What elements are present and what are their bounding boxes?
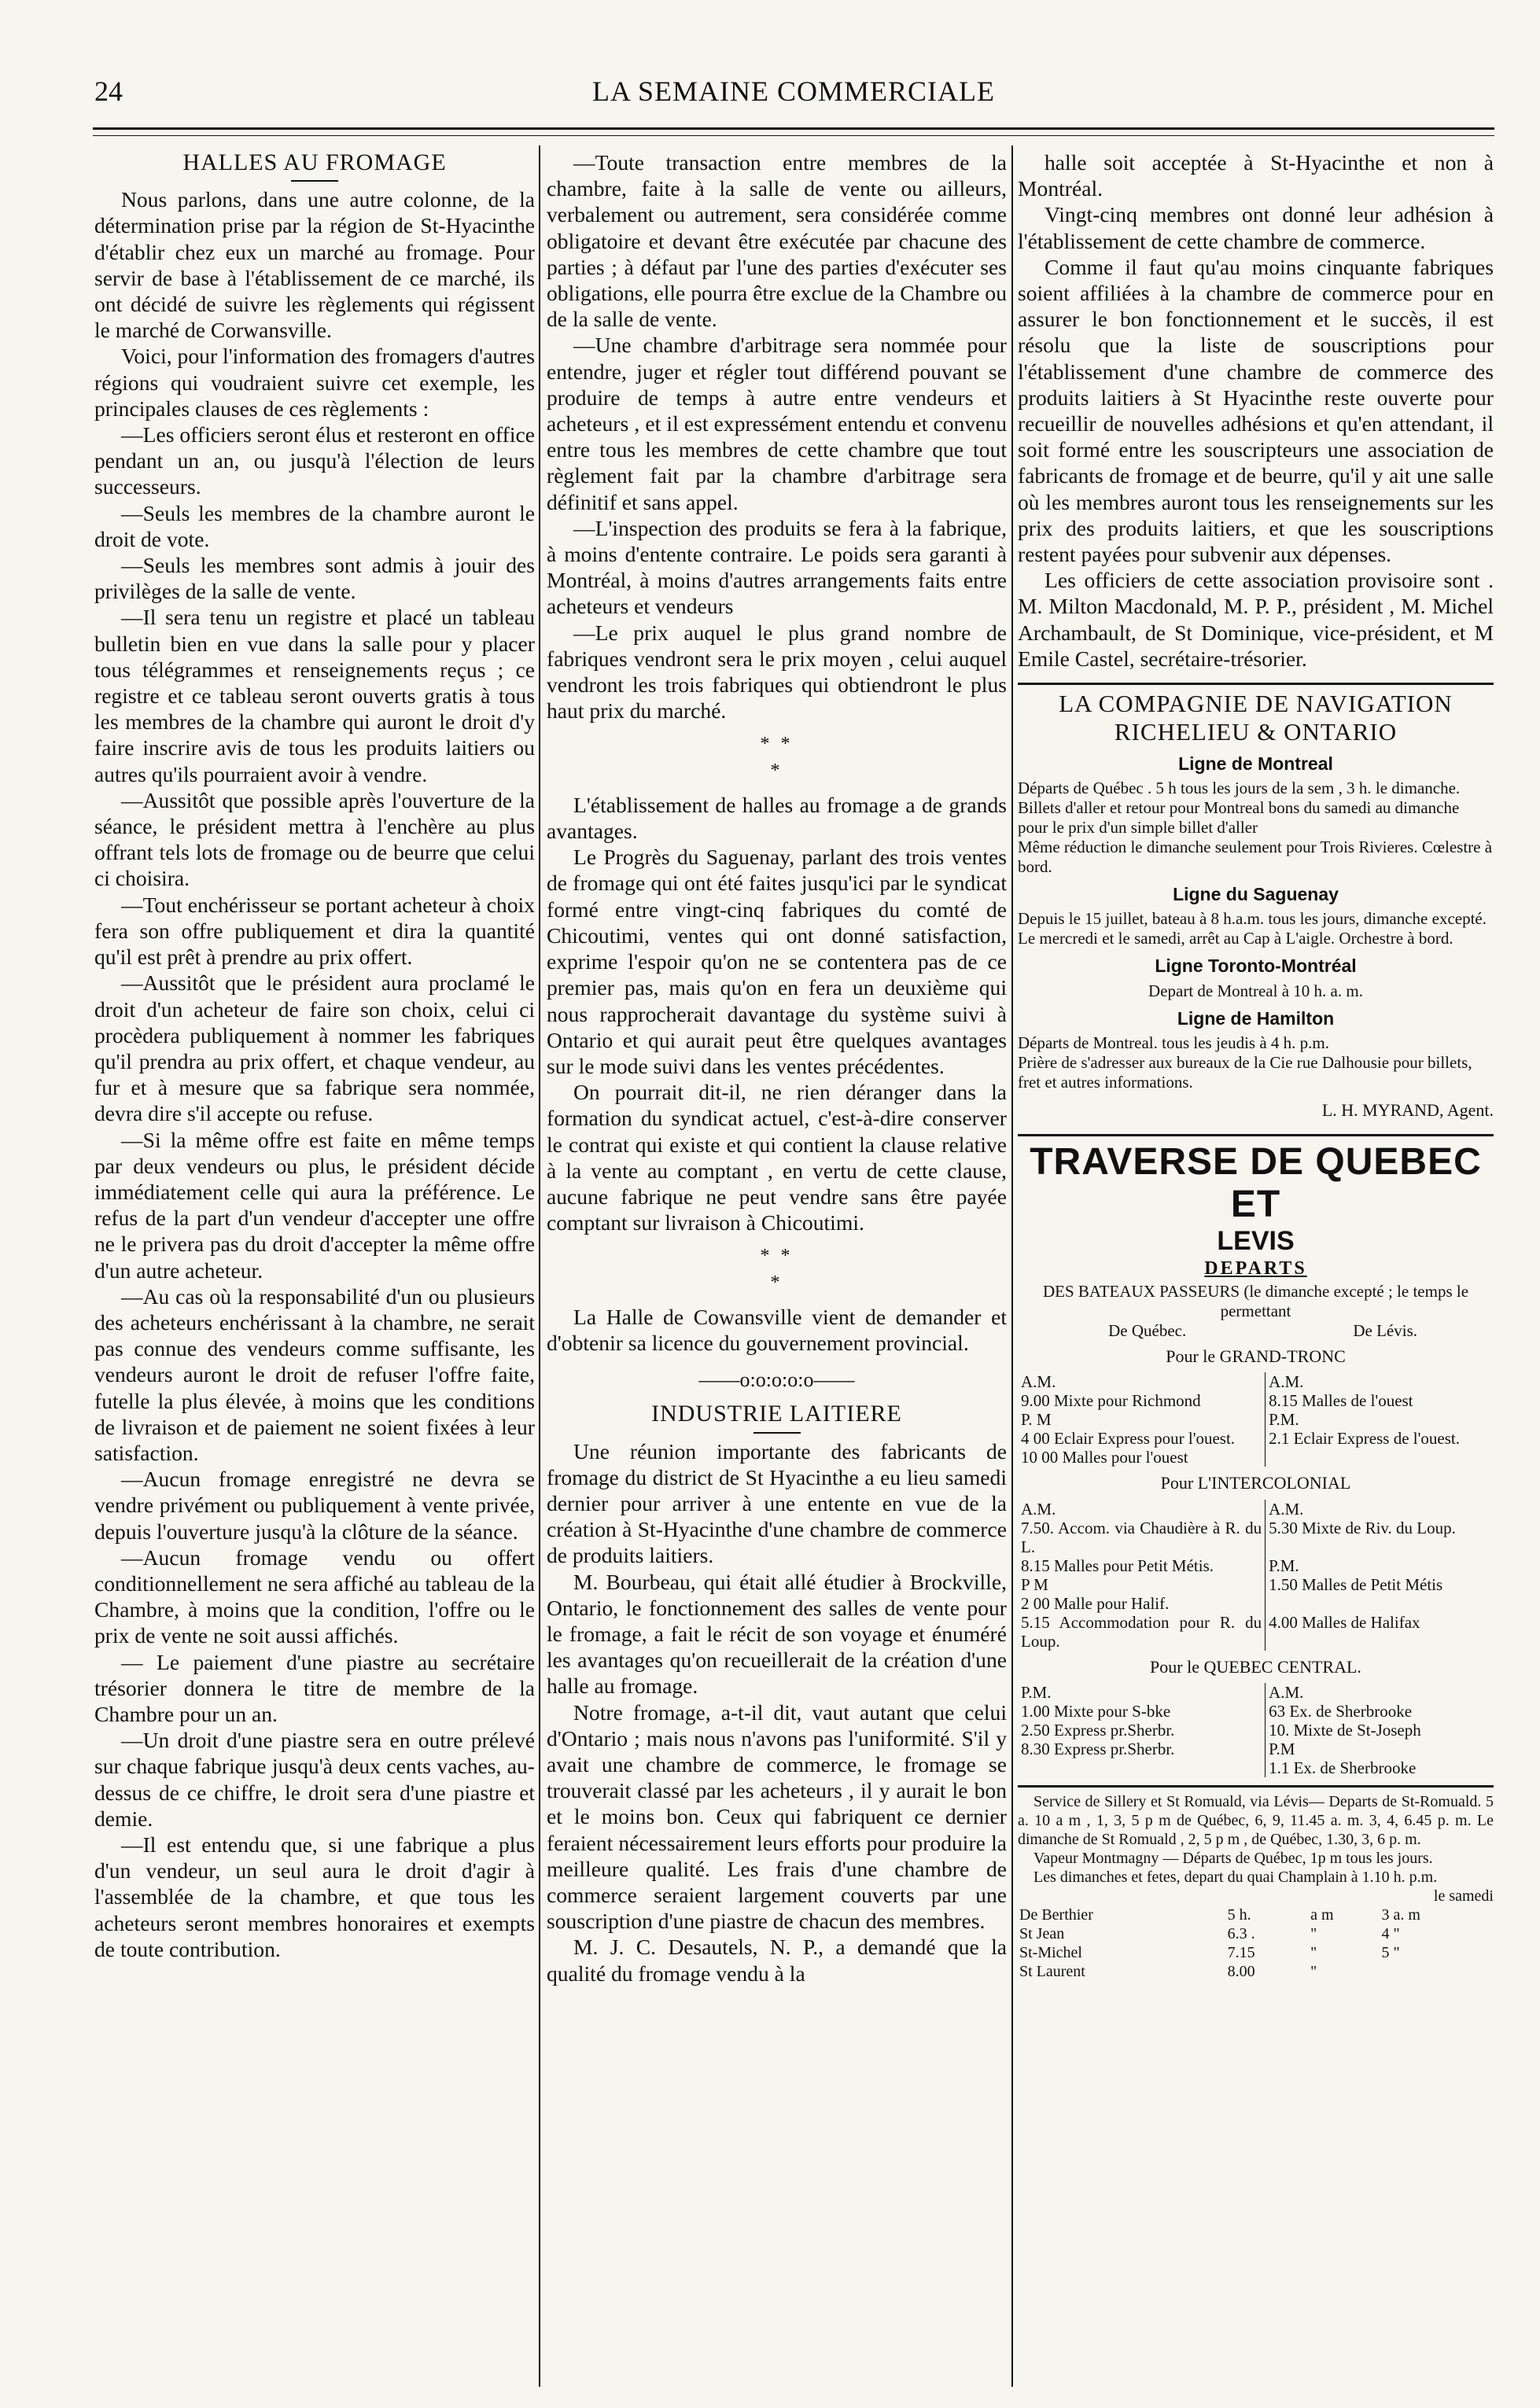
traverse-subtitle: LEVIS bbox=[1217, 1226, 1295, 1257]
paragraph: —Il est entendu que, si une fabrique a plus d'un vendeur, un seul aura le droit d'agir à l'assemblée de la chambre, et que tous les acheteurs seront membres honoraires et exempts de toute contribution. bbox=[94, 1832, 535, 1961]
samedi-label: le samedi bbox=[1433, 1887, 1494, 1905]
paragraph: Comme il faut qu'au moins cinquante fabriques soient affiliées à la chambre de commerce pour en assurer le bon fonctionnement et le succès, il est résolu que la liste de souscriptions pour l'établissement d'une chambre de commerce des produits laitiers à St Hyacinthe reste ouverte pour recueillir de nouvelles adhésions et qu'en attendant, il soit formé entre les souscripteurs une association de fabricants de fromage et de beurre, qu'il y ait une salle où les membres auront tous les renseignements sur les prix des produits laitiers, et que les souscriptions restent payées pour subvenir aux dépenses. bbox=[1018, 254, 1494, 567]
heading-rule bbox=[291, 180, 338, 182]
ornament-rule: ——o:o:o:o:o—— bbox=[698, 1368, 855, 1392]
header-rule-thin bbox=[93, 135, 1494, 136]
boat-cell: St Laurent bbox=[1019, 1962, 1085, 1980]
paragraph: On pourrait dit-il, ne rien déranger dans la formation du syndicat actuel, c'est-à-dire conserver le contrat qui existe et qui contient la clause relative à la vente au comptant , en vertu de cette clause, aucune fabrique ne peut vendre sans être payée comptant sur livraison à Chicoutimi. bbox=[547, 1080, 1007, 1235]
schedule-text: Depart de Montreal à 10 h. a. m. bbox=[1148, 981, 1363, 1000]
line-heading: Ligne du Saguenay bbox=[1173, 884, 1339, 905]
schedule-cell: 8.15 Malles pour Petit Métis. bbox=[1018, 1556, 1266, 1575]
boat-cell: 5 " bbox=[1381, 1943, 1400, 1961]
schedule-cell bbox=[1266, 1448, 1494, 1467]
schedule-cell: 1.00 Mixte pour S-bke bbox=[1018, 1702, 1266, 1721]
paragraph: —Toute transaction entre membres de la chambre, faite à la salle de vente ou ailleurs, verbalement ou autrement, sera considérée comme obligatoire et devant être exécutée par chacune des parties ; à défaut par l'une des parties d'exécuter ses obligations, elle pourra être exclue de la Chambre ou de la salle de vente. bbox=[547, 150, 1007, 332]
paragraph: —Aussitôt que le président aura proclamé le droit d'un acheteur de faire son choix, celui ci procèdera publiquement à nommer les fabriques qu'il prendra au prix offert, et chaque vendeur, au fur et à mesure que sa fabrique sera nommée, devra dire s'il accepte ou refuse. bbox=[94, 970, 535, 1126]
navigation-advertisement bbox=[1018, 683, 1494, 1123]
schedule-cell: 8.15 Malles de l'ouest bbox=[1269, 1391, 1413, 1411]
boat-cell: 3 a. m bbox=[1381, 1905, 1420, 1924]
schedule-text: Même réduction le dimanche seulement pour Trois Rivieres. Cœlestre à bord. bbox=[1018, 838, 1493, 877]
schedule-cell: 2 00 Malle pour Halif. bbox=[1018, 1594, 1266, 1613]
schedule-cell: 63 Ex. de Sherbrooke bbox=[1269, 1701, 1413, 1721]
schedule-cell: A.M. bbox=[1018, 1500, 1266, 1519]
schedule-cell: 10 00 Malles pour l'ouest bbox=[1018, 1448, 1266, 1467]
boat-cell: 6.3 . bbox=[1227, 1924, 1255, 1942]
schedule-text: Billets d'aller et retour pour Montreal bons du samedi au dimanche pour le prix d'un simple billet d'aller bbox=[1018, 798, 1460, 838]
boat-cell: St Jean bbox=[1019, 1924, 1065, 1942]
paragraph: —Si la même offre est faite en même temps par deux vendeurs ou plus, le président décide immédiatement celle qui aura la préférence. Le refus de la part d'un vendeur d'accepter une offre ne le privera pas du droit d'accepter la même offre d'un autre acheteur. bbox=[94, 1127, 535, 1283]
paragraph: —Aucun fromage vendu ou offert conditionnellement ne sera affiché au tableau de la Chambre, à moins que la condition, l'offre ou le prix de vente ne soit aussi affichés. bbox=[94, 1545, 535, 1648]
schedule-cell bbox=[1018, 1758, 1266, 1777]
schedule-cell: A.M. bbox=[1018, 1372, 1266, 1391]
page-header bbox=[94, 75, 1493, 114]
schedule-cell: 4.00 Malles de Halifax bbox=[1269, 1612, 1420, 1632]
column-3 bbox=[1018, 149, 1494, 2383]
schedule-text: Prière de s'adresser aux bureaux de la Cie rue Dalhousie pour billets, fret et autres informations. bbox=[1018, 1052, 1472, 1092]
from-levis-label: De Lévis. bbox=[1353, 1321, 1417, 1341]
schedule-cell: P.M bbox=[1269, 1739, 1295, 1758]
schedule-cell bbox=[1266, 1594, 1494, 1613]
boat-cell: 5 h. bbox=[1227, 1905, 1251, 1924]
boat-cell: St-Michel bbox=[1019, 1943, 1082, 1961]
header-rule bbox=[93, 127, 1494, 130]
agent-signature: L. H. MYRAND, Agent. bbox=[1321, 1099, 1494, 1120]
paragraph: Voici, pour l'information des fromagers d'autres régions qui voudraient suivre cet exemple, les principales clauses de ces règlements : bbox=[94, 344, 535, 421]
paragraph: —Le prix auquel le plus grand nombre de fabriques vendront sera le prix moyen , celui auquel vendront les trois fabriques qui obtiendront le plus haut prix du marché. bbox=[547, 620, 1007, 724]
section-heading: Pour L'INTERCOLONIAL bbox=[1160, 1473, 1351, 1493]
schedule-table-header bbox=[1018, 1321, 1494, 1340]
column-1 bbox=[94, 149, 535, 2383]
schedule-cell: P M bbox=[1018, 1575, 1266, 1594]
paragraph: —Seuls les membres sont admis à jouir des privilèges de la salle de vente. bbox=[94, 553, 535, 604]
paragraph: —Tout enchérisseur se portant acheteur à choix fera son offre publiquement et dira la quantité qu'il est prêt à prendre au prix offert. bbox=[94, 892, 535, 970]
line-heading: Ligne de Hamilton bbox=[1177, 1007, 1335, 1029]
page-number: 24 bbox=[94, 75, 123, 107]
schedule-cell: 1.50 Malles de Petit Métis bbox=[1269, 1574, 1443, 1594]
paragraph: —Les officiers seront élus et resteront en office pendant un an, ou jusqu'à l'élection de leurs successeurs. bbox=[94, 422, 535, 499]
paragraph: —Une chambre d'arbitrage sera nommée pour entendre, juger et régler tout différend pouvant se produire de temps à autre entre vendeurs et acheteurs , et il est expressément entendu et convenu entre tous les membres de cette chambre que tout règlement fait par la chambre d'arbitrage sera définitif et sans appel. bbox=[547, 333, 1007, 514]
schedule-cell: 4 00 Eclair Express pour l'ouest. bbox=[1018, 1429, 1266, 1448]
boat-cell: 8.00 bbox=[1227, 1962, 1255, 1980]
schedule-cell: P.M. bbox=[1269, 1556, 1299, 1575]
paragraph: —Au cas où la responsabilité d'un ou plusieurs des acheteurs enchérissant à la chambre, ne serait pas connue des vendeurs comme suffisante, les vendeurs auront le droit de refuser l'offre faite, futelle la plus élevée, à moins que les conditions de livraison et de paiement ne soient fixées à leur satisfaction. bbox=[94, 1283, 535, 1465]
service-text: Service de Sillery et St Romuald, via Lévis— Departs de St-Romuald. 5 a. 10 a m , 1, 3, 5 p m de Québec, 6, 9, 11.45 a. m. 3, 4, 6.45 p. m. Le dimanche de St Romuald , 2, 5 p m , de Québec, 1.30, 3, 6 p. m. bbox=[1018, 1792, 1494, 1848]
schedule-cell: P. M bbox=[1018, 1410, 1266, 1429]
schedule-cell: 7.50. Accom. via Chaudière à R. du L. bbox=[1018, 1519, 1266, 1556]
boat-cell: " bbox=[1310, 1962, 1317, 1980]
boat-cell: " bbox=[1310, 1943, 1317, 1961]
from-quebec-label: De Québec. bbox=[1108, 1321, 1187, 1341]
schedule-cell: P.M. bbox=[1018, 1683, 1266, 1702]
column-divider bbox=[539, 145, 540, 2387]
paragraph: —Il sera tenu un registre et placé un tableau bulletin bien en vue dans la salle pour y placer tous télégrammes et renseignements reçus ; ce registre et ce tableau seront ouverts gratis à tous les membres de la chambre qui auront le droit d'y faire inscrire avis de tous les produits laitiers ou autres qu'ils pourraient avoir à vendre. bbox=[94, 605, 535, 786]
paragraph: La Halle de Cowansville vient de demander et d'obtenir sa licence du gouvernement provincial. bbox=[547, 1304, 1007, 1355]
boat-cell: a m bbox=[1310, 1905, 1334, 1924]
schedule-cell: A.M. bbox=[1269, 1372, 1304, 1392]
schedule-cell: 8.30 Express pr.Sherbr. bbox=[1018, 1740, 1266, 1758]
paragraph: —Seuls les membres de la chambre auront le droit de vote. bbox=[94, 500, 535, 551]
schedule-cell: P.M. bbox=[1269, 1410, 1299, 1430]
schedule-table bbox=[1018, 1500, 1494, 1651]
traverse-intro: DES BATEAUX PASSEURS (le dimanche excepté ; le temps le permettant bbox=[1042, 1282, 1469, 1321]
article-heading: INDUSTRIE LAITIERE bbox=[651, 1401, 902, 1427]
paragraph: —Un droit d'une piastre sera en outre prélevé sur chaque fabrique jusqu'à deux cents vaches, au-dessus de ce chiffre, le droit sera d'une piastre et demie. bbox=[94, 1728, 535, 1831]
heading-rule bbox=[753, 1432, 801, 1434]
schedule-table bbox=[1018, 1683, 1494, 1777]
traverse-advertisement bbox=[1018, 1134, 1494, 1777]
schedule-cell: 10. Mixte de St-Joseph bbox=[1269, 1720, 1421, 1740]
line-heading: Ligne Toronto-Montréal bbox=[1155, 955, 1357, 977]
boat-cell: " bbox=[1310, 1924, 1317, 1942]
schedule-cell: 2.1 Eclair Express de l'ouest. bbox=[1269, 1429, 1460, 1449]
service-text: Vapeur Montmagny — Départs de Québec, 1p m tous les jours. bbox=[1033, 1849, 1433, 1867]
paragraph: M. Bourbeau, qui était allé étudier à Brockville, Ontario, le fonctionnement des salles de vente pour le fromage, a fait le récit de son voyage et énuméré les avantages qu'on recueillerait de la création d'une halle au fromage. bbox=[547, 1569, 1007, 1699]
service-text: Les dimanches et fetes, depart du quai Champlain à 1.10 h. p.m. bbox=[1033, 1868, 1438, 1886]
schedule-text: Départs de Québec . 5 h tous les jours de la sem , 3 h. le dimanche. bbox=[1018, 779, 1461, 798]
paragraph: — Le paiement d'une piastre au secrétaire trésorier donnera le titre de membre de la Chambre pour un an. bbox=[94, 1649, 535, 1726]
navigation-title: LA COMPAGNIE DE NAVIGATION RICHELIEU & ONTARIO bbox=[1059, 690, 1453, 746]
boat-cell bbox=[1380, 1962, 1494, 1981]
traverse-title: TRAVERSE DE QUEBEC ET bbox=[1030, 1141, 1482, 1226]
newspaper-title: LA SEMAINE COMMERCIALE bbox=[591, 75, 995, 107]
paragraph: M. J. C. Desautels, N. P., a demandé que la qualité du fromage vendu à la bbox=[547, 1935, 1007, 1986]
section-heading: Pour le QUEBEC CENTRAL. bbox=[1150, 1656, 1361, 1677]
section-stars: * * * bbox=[760, 734, 794, 781]
section-stars: * * * bbox=[760, 1246, 794, 1293]
column-divider bbox=[1011, 145, 1013, 2387]
schedule-cell: 1.1 Ex. de Sherbrooke bbox=[1269, 1758, 1417, 1777]
boat-schedule bbox=[1018, 1905, 1494, 1981]
schedule-text: Depuis le 15 juillet, bateau à 8 h.a.m. tous les jours, dimanche excepté. Le mercredi et le samedi, arrêt au Cap à L'aigle. Orchestre à bord. bbox=[1018, 909, 1487, 948]
departs-heading: DEPARTS bbox=[1204, 1258, 1307, 1279]
paragraph: Vingt-cinq membres ont donné leur adhésion à l'établissement de cette chambre de commerce. bbox=[1018, 202, 1494, 253]
paragraph: L'établissement de halles au fromage a de grands avantages. bbox=[547, 792, 1007, 844]
boat-cell: De Berthier bbox=[1019, 1905, 1093, 1924]
column-2 bbox=[547, 149, 1007, 2383]
boat-cell: 4 " bbox=[1381, 1924, 1400, 1942]
schedule-table bbox=[1018, 1372, 1494, 1467]
paragraph: Le Progrès du Saguenay, parlant des trois ventes de fromage qui ont été faites jusqu'ici par le syndicat formé entre vingt-cinq fabriques du comté de Chicoutimi, ventes qui ont donné satisfaction, exprime l'espoir qu'on ne se contentera pas de ce premier pas, mais qu'on en fera un deuxième qui nous rapprocherait davantage du système suivi à Ontario et qui aurait peut être quelques avantages sur le mode suivi dans les ventes précédentes. bbox=[547, 845, 1007, 1078]
paragraph: Une réunion importante des fabricants de fromage du district de St Hyacinthe a eu lieu samedi dernier pour arriver à une entente en vue de la création à St-Hyacinthe d'une chambre de commerce de produits laitiers. bbox=[547, 1438, 1007, 1568]
paragraph: —Aussitôt que possible après l'ouverture de la séance, le président mettra à l'enchère au plus offrant tels lots de fromage ou de beurre que celui ci choisira. bbox=[94, 787, 535, 891]
paragraph: —Aucun fromage enregistré ne devra se vendre privément ou publiquement à vente privée, depuis l'ouverture jusqu'à la clôture de la séance. bbox=[94, 1467, 535, 1544]
paragraph: —L'inspection des produits se fera à la fabrique, à moins d'entente contraire. Le poids sera garanti à Montréal, à moins d'autres arrangements faits entre acheteurs et vendeurs bbox=[547, 515, 1007, 619]
paragraph: Notre fromage, a-t-il dit, vaut autant que celui d'Ontario ; mais nous n'avons pas l'uniformité. S'il y avait une chambre de commerce, le fromage se trouverait classé par les acheteurs , il y aurait le bon et le moins bon. Ceux qui fabriquent ce dernier feraient nécessairement leurs efforts pour produire la meilleure qualité. Les frais d'une chambre de commerce seraient largement couverts par une souscription d'une piastre de chacun des membres. bbox=[547, 1699, 1007, 1934]
section-heading: Pour le GRAND-TRONC bbox=[1166, 1346, 1346, 1367]
paragraph: halle soit acceptée à St-Hyacinthe et non à Montréal. bbox=[1018, 150, 1494, 201]
schedule-cell: 9.00 Mixte pour Richmond bbox=[1018, 1391, 1266, 1410]
line-heading: Ligne de Montreal bbox=[1178, 753, 1333, 775]
schedule-cell: 5.15 Accommodation pour R. du Loup. bbox=[1018, 1613, 1266, 1651]
boat-cell: 7.15 bbox=[1227, 1943, 1255, 1961]
schedule-text: Départs de Montreal. tous les jeudis à 4 h. p.m. bbox=[1018, 1033, 1330, 1052]
schedule-cell: 2.50 Express pr.Sherbr. bbox=[1018, 1721, 1266, 1740]
paragraph: Nous parlons, dans une autre colonne, de la détermination prise par la région de St-Hyacinthe d'établir chez eux un marché au fromage. Pour servir de base à l'établissement de ce marché, ils ont décidé de suivre les règlements qui régissent le marché de Corwansville. bbox=[94, 187, 535, 343]
schedule-cell: 5.30 Mixte de Riv. du Loup. bbox=[1269, 1518, 1456, 1537]
service-notice bbox=[1018, 1785, 1494, 1981]
paragraph: Les officiers de cette association provisoire sont . M. Milton Macdonald, M. P. P., président , M. Michel Archambault, de St Dominique, vice-président, et M Emile Castel, secrétaire-trésorier. bbox=[1018, 568, 1494, 671]
article-heading: HALLES AU FROMAGE bbox=[182, 149, 447, 175]
schedule-cell: A.M. bbox=[1269, 1682, 1304, 1702]
schedule-cell: A.M. bbox=[1269, 1499, 1304, 1519]
